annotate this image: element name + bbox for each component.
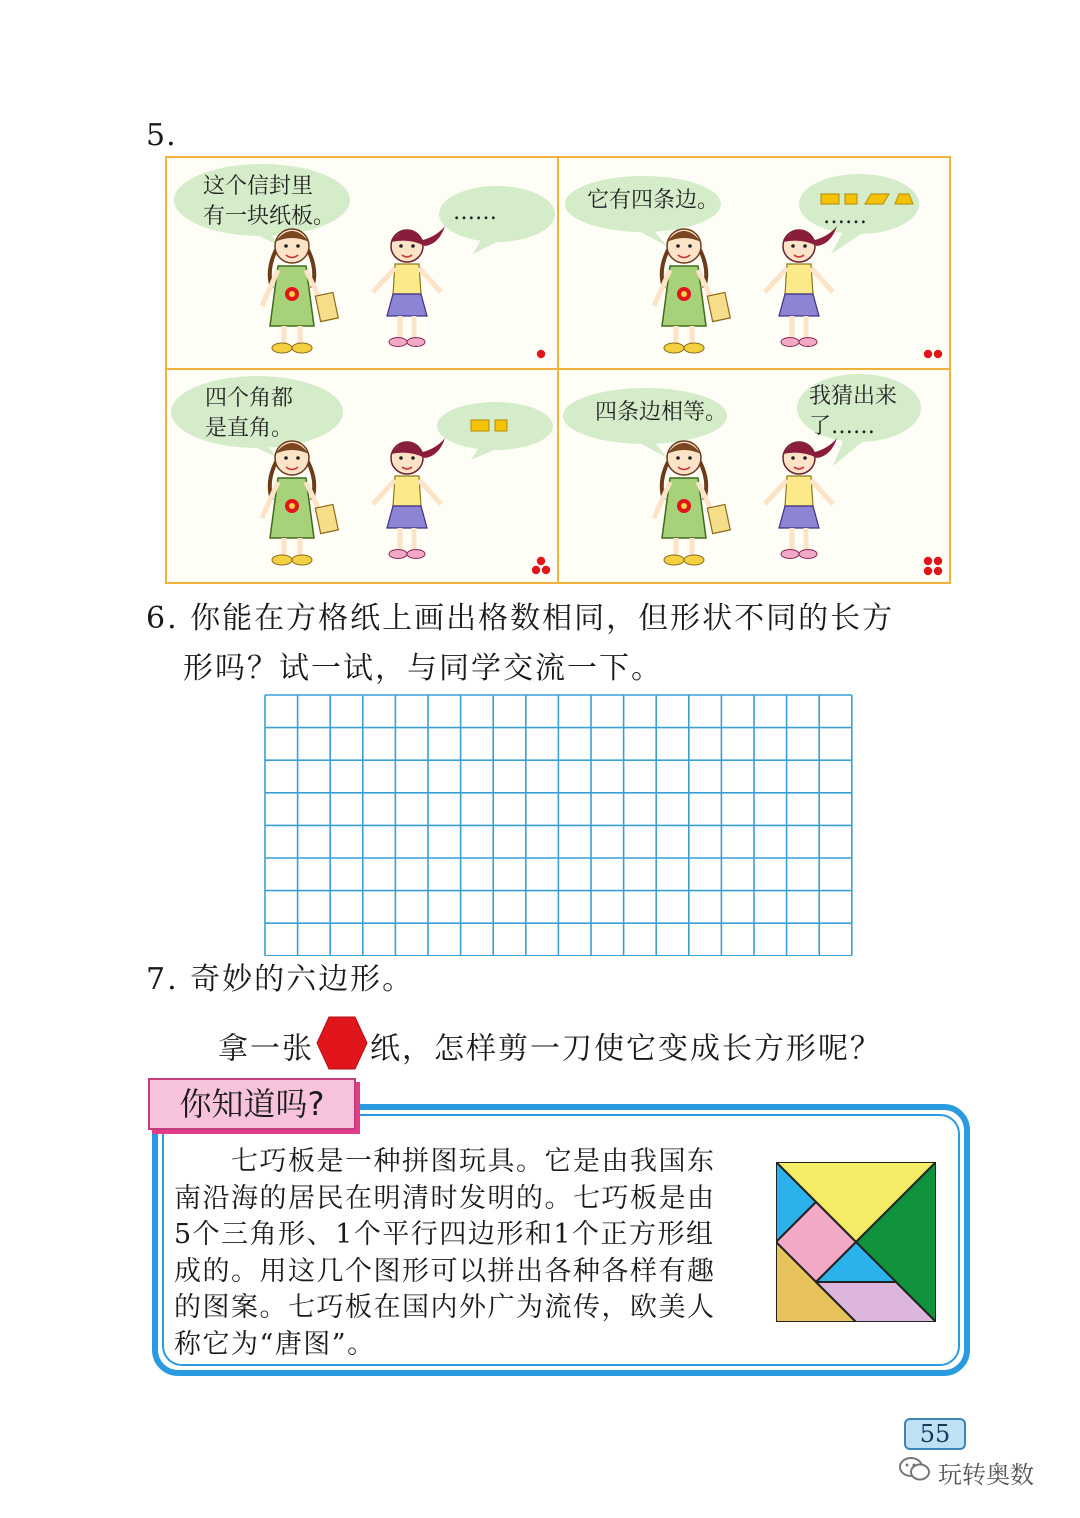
envelope-icon	[315, 504, 338, 533]
question-6-line-2: 形吗？试一试，与同学交流一下。	[183, 651, 663, 686]
panel-number-dots	[537, 350, 545, 358]
panel-number-dots	[532, 557, 550, 574]
girl-with-envelope	[262, 229, 338, 353]
question-5-number: 5.	[146, 118, 177, 153]
text-line: 称它为“唐图”。	[174, 1328, 376, 1360]
girl-guessing	[373, 438, 445, 559]
watermark-text: 玩转奥数	[938, 1460, 1034, 1489]
girl-guessing	[765, 226, 837, 347]
comic-panel-2	[559, 158, 951, 370]
girl-with-envelope	[654, 441, 730, 565]
envelope-icon	[315, 292, 338, 321]
did-you-know-title: 你知道吗?	[148, 1078, 356, 1130]
right-speech-bubble-text: ……	[453, 200, 497, 225]
panel-number-dots	[924, 350, 942, 358]
question-7-prompt	[218, 1015, 882, 1067]
red-hexagon-icon	[316, 1015, 368, 1086]
comic-panel-1	[167, 158, 559, 370]
did-you-know-text	[174, 1144, 764, 1363]
watermark	[898, 1452, 1034, 1492]
girl-with-envelope	[262, 441, 338, 565]
text-line: 成的。用这几个图形可以拼出各种各样有趣	[174, 1255, 716, 1287]
left-speech-bubble-text: 它有四条边。	[587, 188, 720, 213]
right-speech-bubble-text: 我猜出来 了……	[809, 384, 898, 439]
left-speech-bubble-text: 四条边相等。	[595, 400, 728, 425]
girl-guessing	[765, 438, 837, 559]
panel-number-dots	[924, 557, 942, 575]
question-6-line-1: 6. 你能在方格纸上画出格数相同，但形状不同的长方	[146, 601, 895, 636]
comic-panel-3	[167, 370, 559, 582]
comic-panel-4	[559, 370, 951, 582]
text-line: 七巧板是一种拼图玩具。它是由我国东	[174, 1146, 716, 1177]
text-line: 5个三角形、1个平行四边形和1个正方形组	[174, 1219, 715, 1250]
right-speech-bubble-text: ……	[823, 204, 867, 229]
envelope-icon	[707, 504, 730, 533]
prompt-text-after: 纸，怎样剪一刀使它变成长方形呢？	[370, 1031, 882, 1067]
comic-strip	[165, 156, 951, 584]
page-number: 55	[904, 1418, 966, 1450]
girl-guessing	[373, 226, 445, 347]
left-speech-bubble-text: 四个角都 是直角。	[205, 386, 294, 441]
girl-with-envelope	[654, 229, 730, 353]
wechat-icon	[898, 1455, 932, 1489]
left-speech-bubble-text: 这个信封里 有一块纸板。	[203, 174, 336, 229]
square-grid-paper[interactable]	[264, 694, 854, 956]
text-line: 的图案。七巧板在国内外广为流传，欧美人	[174, 1292, 716, 1323]
tangram-illustration	[776, 1162, 936, 1322]
question-7-title: 7. 奇妙的六边形。	[146, 962, 415, 997]
text-line: 南沿海的居民在明清时发明的。七巧板是由	[174, 1182, 716, 1214]
envelope-icon	[707, 292, 730, 321]
prompt-text-before: 拿一张	[218, 1031, 314, 1067]
guessed-shapes-icons	[471, 420, 507, 431]
